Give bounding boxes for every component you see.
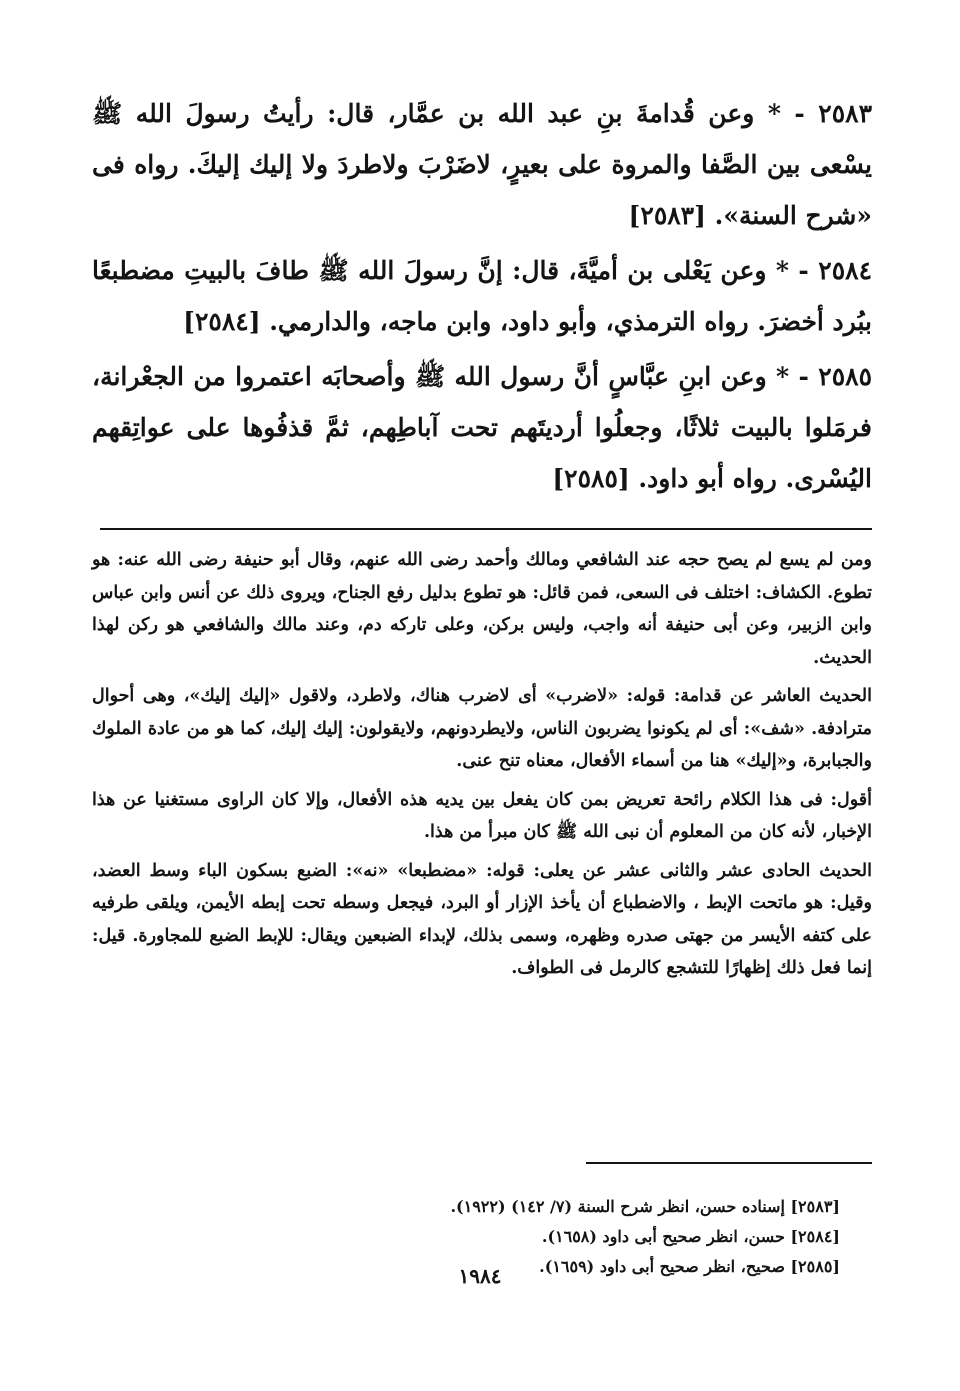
hadith-2584: ٢٥٨٤ - * وعن يَعْلى بن أميَّةَ، قال: إنَّ رسولَ الله ﷺ طافَ بالبيتِ مضطبعًا ببُرد أخضرَ. رواه الترمذي، وأبو داود، وابن ماجه، والدارمي. [٢٥٨٤]	[92, 256, 872, 336]
footnote-2583: [٢٥٨٣] إسناده حسن، انظر شرح السنة (٧/ ١٤٢) (١٩٢٢).	[450, 1197, 840, 1216]
commentary-paragraph: أقول: فى هذا الكلام رائحة تعريض بمن كان يفعل بين يديه هذه الأفعال، وإلا كان الراوى مستغنيا عن هذا الإخبار، لأنه كان من المعلوم أن نبى الله ﷺ كان مبرأ من هذا.	[92, 789, 872, 842]
commentary-paragraph: ومن لم يسع لم يصح حجه عند الشافعي ومالك وأحمد رضى الله عنهم، وقال أبو حنيفة رضى الله عنه: هو تطوع. الكشاف: اختلف فى السعى، فمن قائل: هو تطوع بدليل رفع الجناح، ويروى ذلك عن أنس وابن عباس وابن الزبير، وعن أبى حنيفة أنه واجب، وليس بركن، وعلى تاركه دم، وعند مالك والشافعي هو ركن لهذا الحديث.	[92, 550, 872, 668]
section-divider	[100, 528, 872, 530]
footnote-2584: [٢٥٨٤] حسن، انظر صحيح أبى داود (١٦٥٨).	[541, 1227, 840, 1246]
hadith-section	[92, 88, 872, 508]
footnote-2585: [٢٥٨٥] صحيح، انظر صحيح أبى داود (١٦٥٩).	[539, 1257, 840, 1276]
hadith-2585: ٢٥٨٥ - * وعن ابنِ عبَّاسٍ أنَّ رسول الله ﷺ وأصحابَه اعتمروا من الجعْرانة، فرمَلوا بالبيت ثلاثًا، وجعلُوا أرديتَهم تحت آباطِهم، ثمَّ قذفُوها على عواتِقهم اليُسْرى. رواه أبو داود. [٢٥٨٥]	[92, 362, 872, 493]
commentary-paragraph: الحديث العاشر عن قدامة: قوله: «لاضرب» أى لاضرب هناك، ولاطرد، ولاقول «إليك إليك»، وهى أحوال مترادفة. «شف»: أى لم يكونوا يضربون الناس، ولايطردونهم، ولايقولون: إليك إليك، كما هو من عادة الملوك والجبابرة، و«إليك» هنا من أسماء الأفعال، معناه تنح عنى.	[92, 686, 872, 771]
page-number: ١٩٨٤	[458, 1264, 502, 1288]
commentary-section	[92, 544, 872, 991]
footnote-divider	[586, 1162, 872, 1164]
commentary-paragraph: الحديث الحادى عشر والثانى عشر عن يعلى: قوله: «مضطبعا» «نه»: الضبع بسكون الباء وسط العضد، وقيل: هو ماتحت الإبط ، والاضطباع أن يأخذ الإزار أو البرد، فيجعل وسطه تحت إبطه الأيمن، ويلقى طرفيه على كتفه الأيسر من جهتى صدره وظهره، وسمى بذلك، لإبداء الضبعين ويقال: للإبط الضبع للمجاورة. قيل: إنما فعل ذلك إظهارًا للتشجع كالرمل فى الطواف.	[92, 860, 872, 978]
hadith-2583: ٢٥٨٣ - * وعن قُدامةَ بنِ عبد الله بن عمَّار، قال: رأيتُ رسولَ الله ﷺ يسْعى بين الصَّفا والمروة على بعيرٍ، لاضَرْبَ ولاطردَ ولا إليك إليكَ. رواه فى «شرح السنة». [٢٥٨٣]	[92, 99, 872, 230]
